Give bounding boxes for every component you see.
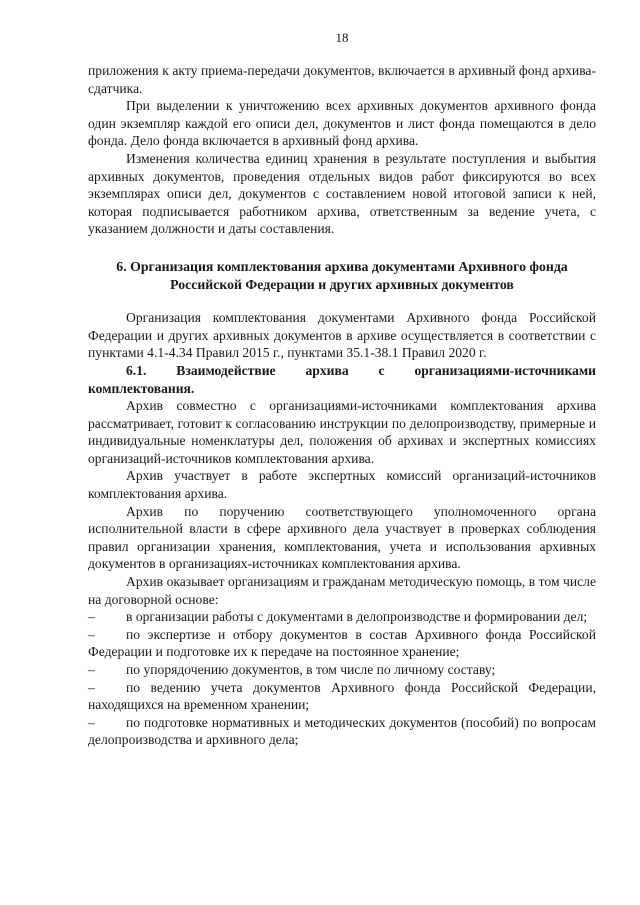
list-dash: –	[88, 679, 95, 695]
body-paragraph-1: Архив совместно с организациями-источниками комплектования архива рассматривает, готовит к согласованию инструкции по делопроизводству, примерные и индивидуальные номенклатуры дел, положения об архивах и экспертных комиссиях организаций-источников комплектования архива.	[88, 398, 596, 466]
list-item	[88, 679, 596, 714]
list-item-text: в организации работы с документами в делопроизводстве и формировании дел;	[126, 609, 588, 625]
list-dash: –	[88, 626, 95, 642]
section-heading: 6. Организация комплектования архива документами Архивного фонда Российской Федерации и других архивных документов	[116, 258, 568, 292]
list-item-text: по ведению учета документов Архивного фонда Российской Федерации, находящихся на временном хранении;	[88, 679, 596, 713]
list-item	[88, 661, 596, 679]
intro-paragraph-1: приложения к акту приема-передачи документов, включается в архивный фонд архива-сдатчика.	[88, 63, 596, 96]
body-paragraph-3: Архив по поручению соответствующего уполномоченного органа исполнительной власти в сфере архивного дела участвует в проверках соблюдения правил организации хранения, комплектования, учета и использования архивных документов в организациях-источниках комплектования архива.	[88, 503, 596, 572]
intro-paragraph-2: При выделении к уничтожению всех архивных документов архивного фонда один экземпляр каждой его описи дел, документов и лист фонда помещаются в дело фонда. Дело фонда включается в архивный фонд архива.	[88, 98, 596, 149]
list-item-text: по подготовке нормативных и методических документов (пособий) по вопросам делопроизводства и архивного дела;	[88, 714, 596, 748]
list-item-text: по упорядочению документов, в том числе по личному составу;	[126, 662, 496, 677]
list-dash: –	[88, 609, 95, 625]
list-dash: –	[88, 714, 95, 730]
list-item-text: по экспертизе и отбору документов в состав Архивного фонда Российской Федерации и подготовке их к передаче на постоянное хранение;	[88, 626, 596, 660]
intro-paragraph-3: Изменения количества единиц хранения в результате поступления и выбытия архивных документов, проведения отдельных видов работ фиксируются во всех экземплярах описи дел, документов с составлением новой итоговой записи к ней, которая подписывается работником архива, ответственным за ведение учета, с указанием должности и даты составления.	[88, 150, 596, 237]
list-dash: –	[88, 662, 95, 677]
body-paragraph-2: Архив участвует в работе экспертных комиссий организаций-источников комплектования архива.	[88, 468, 596, 502]
subsection-heading: 6.1. Взаимодействие архива с организациями-источниками комплектования.	[88, 362, 596, 396]
list-item	[88, 714, 596, 749]
list-item	[88, 626, 596, 661]
body-paragraph-4: Архив оказывает организациям и гражданам методическую помощь, в том числе на договорной основе:	[88, 574, 596, 607]
list-item	[88, 608, 596, 626]
section-paragraph: Организация комплектования документами Архивного фонда Российской Федерации и других архивных документов в архиве осуществляется в соответствии с пунктами 4.1-4.34 Правил 2015 г., пунктами 35.1-38.1 Правил 2020 г.	[88, 310, 596, 361]
page-number: 18	[335, 30, 349, 45]
